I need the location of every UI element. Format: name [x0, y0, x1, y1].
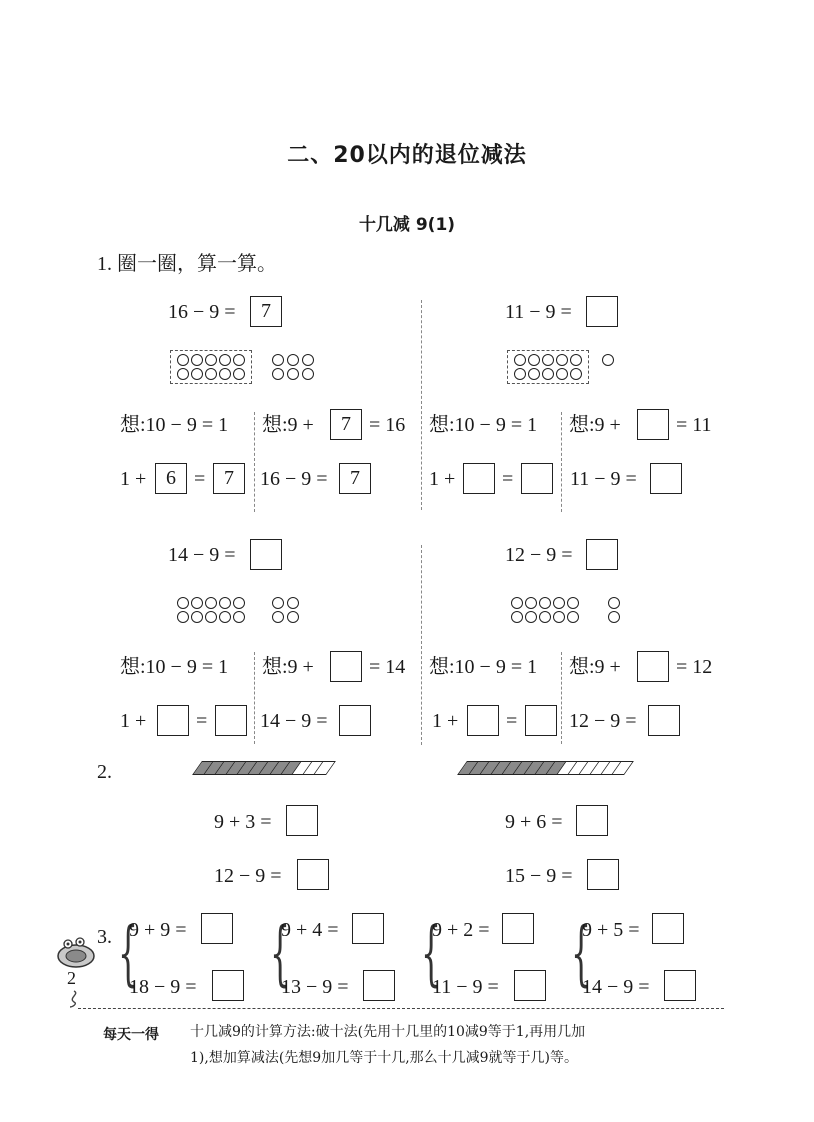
circle: [191, 611, 203, 623]
answer-box[interactable]: [250, 539, 282, 570]
think-add-result: = 12: [676, 656, 713, 678]
think-add-box[interactable]: [330, 651, 362, 682]
circle: [542, 354, 554, 366]
circle: [233, 354, 245, 366]
circle: [205, 597, 217, 609]
circle: [205, 611, 217, 623]
pair-bottom-equation: 14 − 9 =: [582, 976, 650, 998]
add-box-1[interactable]: [463, 463, 495, 494]
circle: [287, 611, 299, 623]
add-box-1[interactable]: [157, 705, 189, 736]
answer-box[interactable]: [586, 296, 618, 327]
bar-equation-add: 9 + 3 =: [214, 811, 272, 833]
circle: [553, 597, 565, 609]
circle: [525, 611, 537, 623]
circle: [287, 368, 299, 380]
answer-box[interactable]: 7: [250, 296, 282, 327]
add-box-1[interactable]: [467, 705, 499, 736]
circle: [177, 611, 189, 623]
circle: [302, 368, 314, 380]
think-add-prefix: 想:9 +: [569, 414, 621, 436]
circle: [233, 597, 245, 609]
circle: [233, 368, 245, 380]
circle: [570, 368, 582, 380]
panel-equation: 12 − 9 =: [505, 544, 573, 566]
think-subtract: 想:10 − 9 = 1: [120, 414, 229, 436]
add-equals: =: [194, 468, 206, 490]
pair-bottom-equation: 13 − 9 =: [281, 976, 349, 998]
think-divider: [254, 412, 255, 512]
bar-equation-add: 9 + 6 =: [505, 811, 563, 833]
answer-box[interactable]: [576, 805, 608, 836]
sub-box[interactable]: [650, 463, 682, 494]
think-add-result: = 14: [369, 656, 406, 678]
circle: [556, 368, 568, 380]
think-add-prefix: 想:9 +: [569, 656, 621, 678]
answer-box[interactable]: [587, 859, 619, 890]
circle: [602, 354, 614, 366]
panel-divider: [421, 545, 422, 745]
brace: {: [270, 912, 291, 994]
answer-box[interactable]: [586, 539, 618, 570]
section3-label: 3.: [97, 926, 112, 948]
circle: [608, 597, 620, 609]
answer-box[interactable]: [664, 970, 696, 1001]
add-prefix: 1 +: [429, 468, 456, 490]
think-divider: [561, 412, 562, 512]
circle: [556, 354, 568, 366]
think-add-result: = 16: [369, 414, 406, 436]
circle: [177, 597, 189, 609]
circle: [177, 368, 189, 380]
circle: [219, 611, 231, 623]
circle: [539, 611, 551, 623]
add-prefix: 1 +: [432, 710, 459, 732]
answer-box[interactable]: [514, 970, 546, 1001]
footer-divider: [78, 1008, 724, 1009]
brace: {: [421, 912, 442, 994]
tip-line-1: 十几减9的计算方法:破十法(先用十几里的10减9等于1,再用几加: [190, 1024, 586, 1040]
margin-swirl: [66, 990, 82, 1008]
answer-box[interactable]: [352, 913, 384, 944]
circle: [511, 597, 523, 609]
answer-box[interactable]: [502, 913, 534, 944]
think-add-prefix: 想:9 +: [262, 414, 314, 436]
answer-box[interactable]: [363, 970, 395, 1001]
sub-box[interactable]: 7: [339, 463, 371, 494]
circle: [191, 368, 203, 380]
section2-label: 2.: [97, 761, 112, 783]
add-box-2[interactable]: [525, 705, 557, 736]
circle: [511, 611, 523, 623]
bar-equation-sub: 12 − 9 =: [214, 865, 282, 887]
think-add-box[interactable]: [637, 409, 669, 440]
think-subtract: 想:10 − 9 = 1: [429, 414, 538, 436]
circle-group-extra: [602, 354, 614, 366]
answer-box[interactable]: [286, 805, 318, 836]
panel-equation: 16 − 9 =: [168, 301, 236, 323]
circle: [514, 368, 526, 380]
circle: [219, 354, 231, 366]
answer-box[interactable]: [201, 913, 233, 944]
circle: [567, 611, 579, 623]
circle: [287, 597, 299, 609]
answer-box[interactable]: [652, 913, 684, 944]
section1-heading: 1. 圈一圈，算一算。: [97, 253, 277, 275]
circle: [302, 354, 314, 366]
pair-top-equation: 9 + 9 =: [129, 919, 187, 941]
circle: [191, 597, 203, 609]
circle-group-ten: [514, 354, 582, 380]
circle-group-extra: [272, 354, 314, 380]
pair-top-equation: 9 + 4 =: [281, 919, 339, 941]
answer-box[interactable]: [297, 859, 329, 890]
circle-group-extra: [608, 597, 620, 623]
counting-bar-9-3: [192, 761, 336, 775]
circle: [567, 597, 579, 609]
think-add-box[interactable]: [637, 651, 669, 682]
pair-bottom-equation: 18 − 9 =: [129, 976, 197, 998]
panel-divider: [421, 300, 422, 510]
tip-line-2: 1),想加算减法(先想9加几等于十几,那么十几减9就等于几)等。: [190, 1050, 579, 1066]
mascot-icon: [54, 934, 98, 970]
circle: [528, 368, 540, 380]
circle-group-ten: [177, 354, 245, 380]
circle: [272, 597, 284, 609]
circle: [219, 597, 231, 609]
circle: [233, 611, 245, 623]
circle: [219, 368, 231, 380]
think-divider: [254, 652, 255, 744]
add-box-1[interactable]: 6: [155, 463, 187, 494]
bar-equation-sub: 15 − 9 =: [505, 865, 573, 887]
sub-box[interactable]: [648, 705, 680, 736]
page-title: 二、20以内的退位减法: [287, 143, 527, 168]
add-box-2[interactable]: 7: [213, 463, 245, 494]
sub-prefix: 12 − 9 =: [569, 710, 637, 732]
circle: [205, 368, 217, 380]
circle-group-ten: [177, 597, 245, 623]
circle: [272, 611, 284, 623]
circle: [272, 368, 284, 380]
circle-group-extra: [272, 597, 299, 623]
add-equals: =: [506, 710, 518, 732]
add-prefix: 1 +: [120, 468, 147, 490]
sub-prefix: 16 − 9 =: [260, 468, 328, 490]
sub-prefix: 11 − 9 =: [570, 468, 637, 490]
add-box-2[interactable]: [215, 705, 247, 736]
circle: [177, 354, 189, 366]
circle: [514, 354, 526, 366]
lesson-subtitle: 十几减 9(1): [358, 215, 456, 235]
think-subtract: 想:10 − 9 = 1: [429, 656, 538, 678]
sub-box[interactable]: [339, 705, 371, 736]
think-divider: [561, 652, 562, 744]
add-equals: =: [502, 468, 514, 490]
circle: [570, 354, 582, 366]
panel-equation: 14 − 9 =: [168, 544, 236, 566]
sub-prefix: 14 − 9 =: [260, 710, 328, 732]
brace: {: [118, 912, 139, 994]
add-prefix: 1 +: [120, 710, 147, 732]
page-number: 2: [67, 968, 76, 988]
circle: [287, 354, 299, 366]
circle: [191, 354, 203, 366]
pair-top-equation: 9 + 5 =: [582, 919, 640, 941]
add-equals: =: [196, 710, 208, 732]
circle: [528, 354, 540, 366]
tip-label: 每天一得: [103, 1027, 159, 1043]
circle-group-ten: [511, 597, 579, 623]
think-subtract: 想:10 − 9 = 1: [120, 656, 229, 678]
circle: [542, 368, 554, 380]
circle: [539, 597, 551, 609]
think-add-box[interactable]: 7: [330, 409, 362, 440]
pair-bottom-equation: 11 − 9 =: [432, 976, 499, 998]
think-add-prefix: 想:9 +: [262, 656, 314, 678]
brace: {: [571, 912, 592, 994]
circle: [608, 611, 620, 623]
panel-equation: 11 − 9 =: [505, 301, 572, 323]
answer-box[interactable]: [212, 970, 244, 1001]
circle: [205, 354, 217, 366]
circle: [525, 597, 537, 609]
think-add-result: = 11: [676, 414, 712, 436]
circle: [553, 611, 565, 623]
pair-top-equation: 9 + 2 =: [432, 919, 490, 941]
circle: [272, 354, 284, 366]
add-box-2[interactable]: [521, 463, 553, 494]
counting-bar-9-6: [457, 761, 634, 775]
